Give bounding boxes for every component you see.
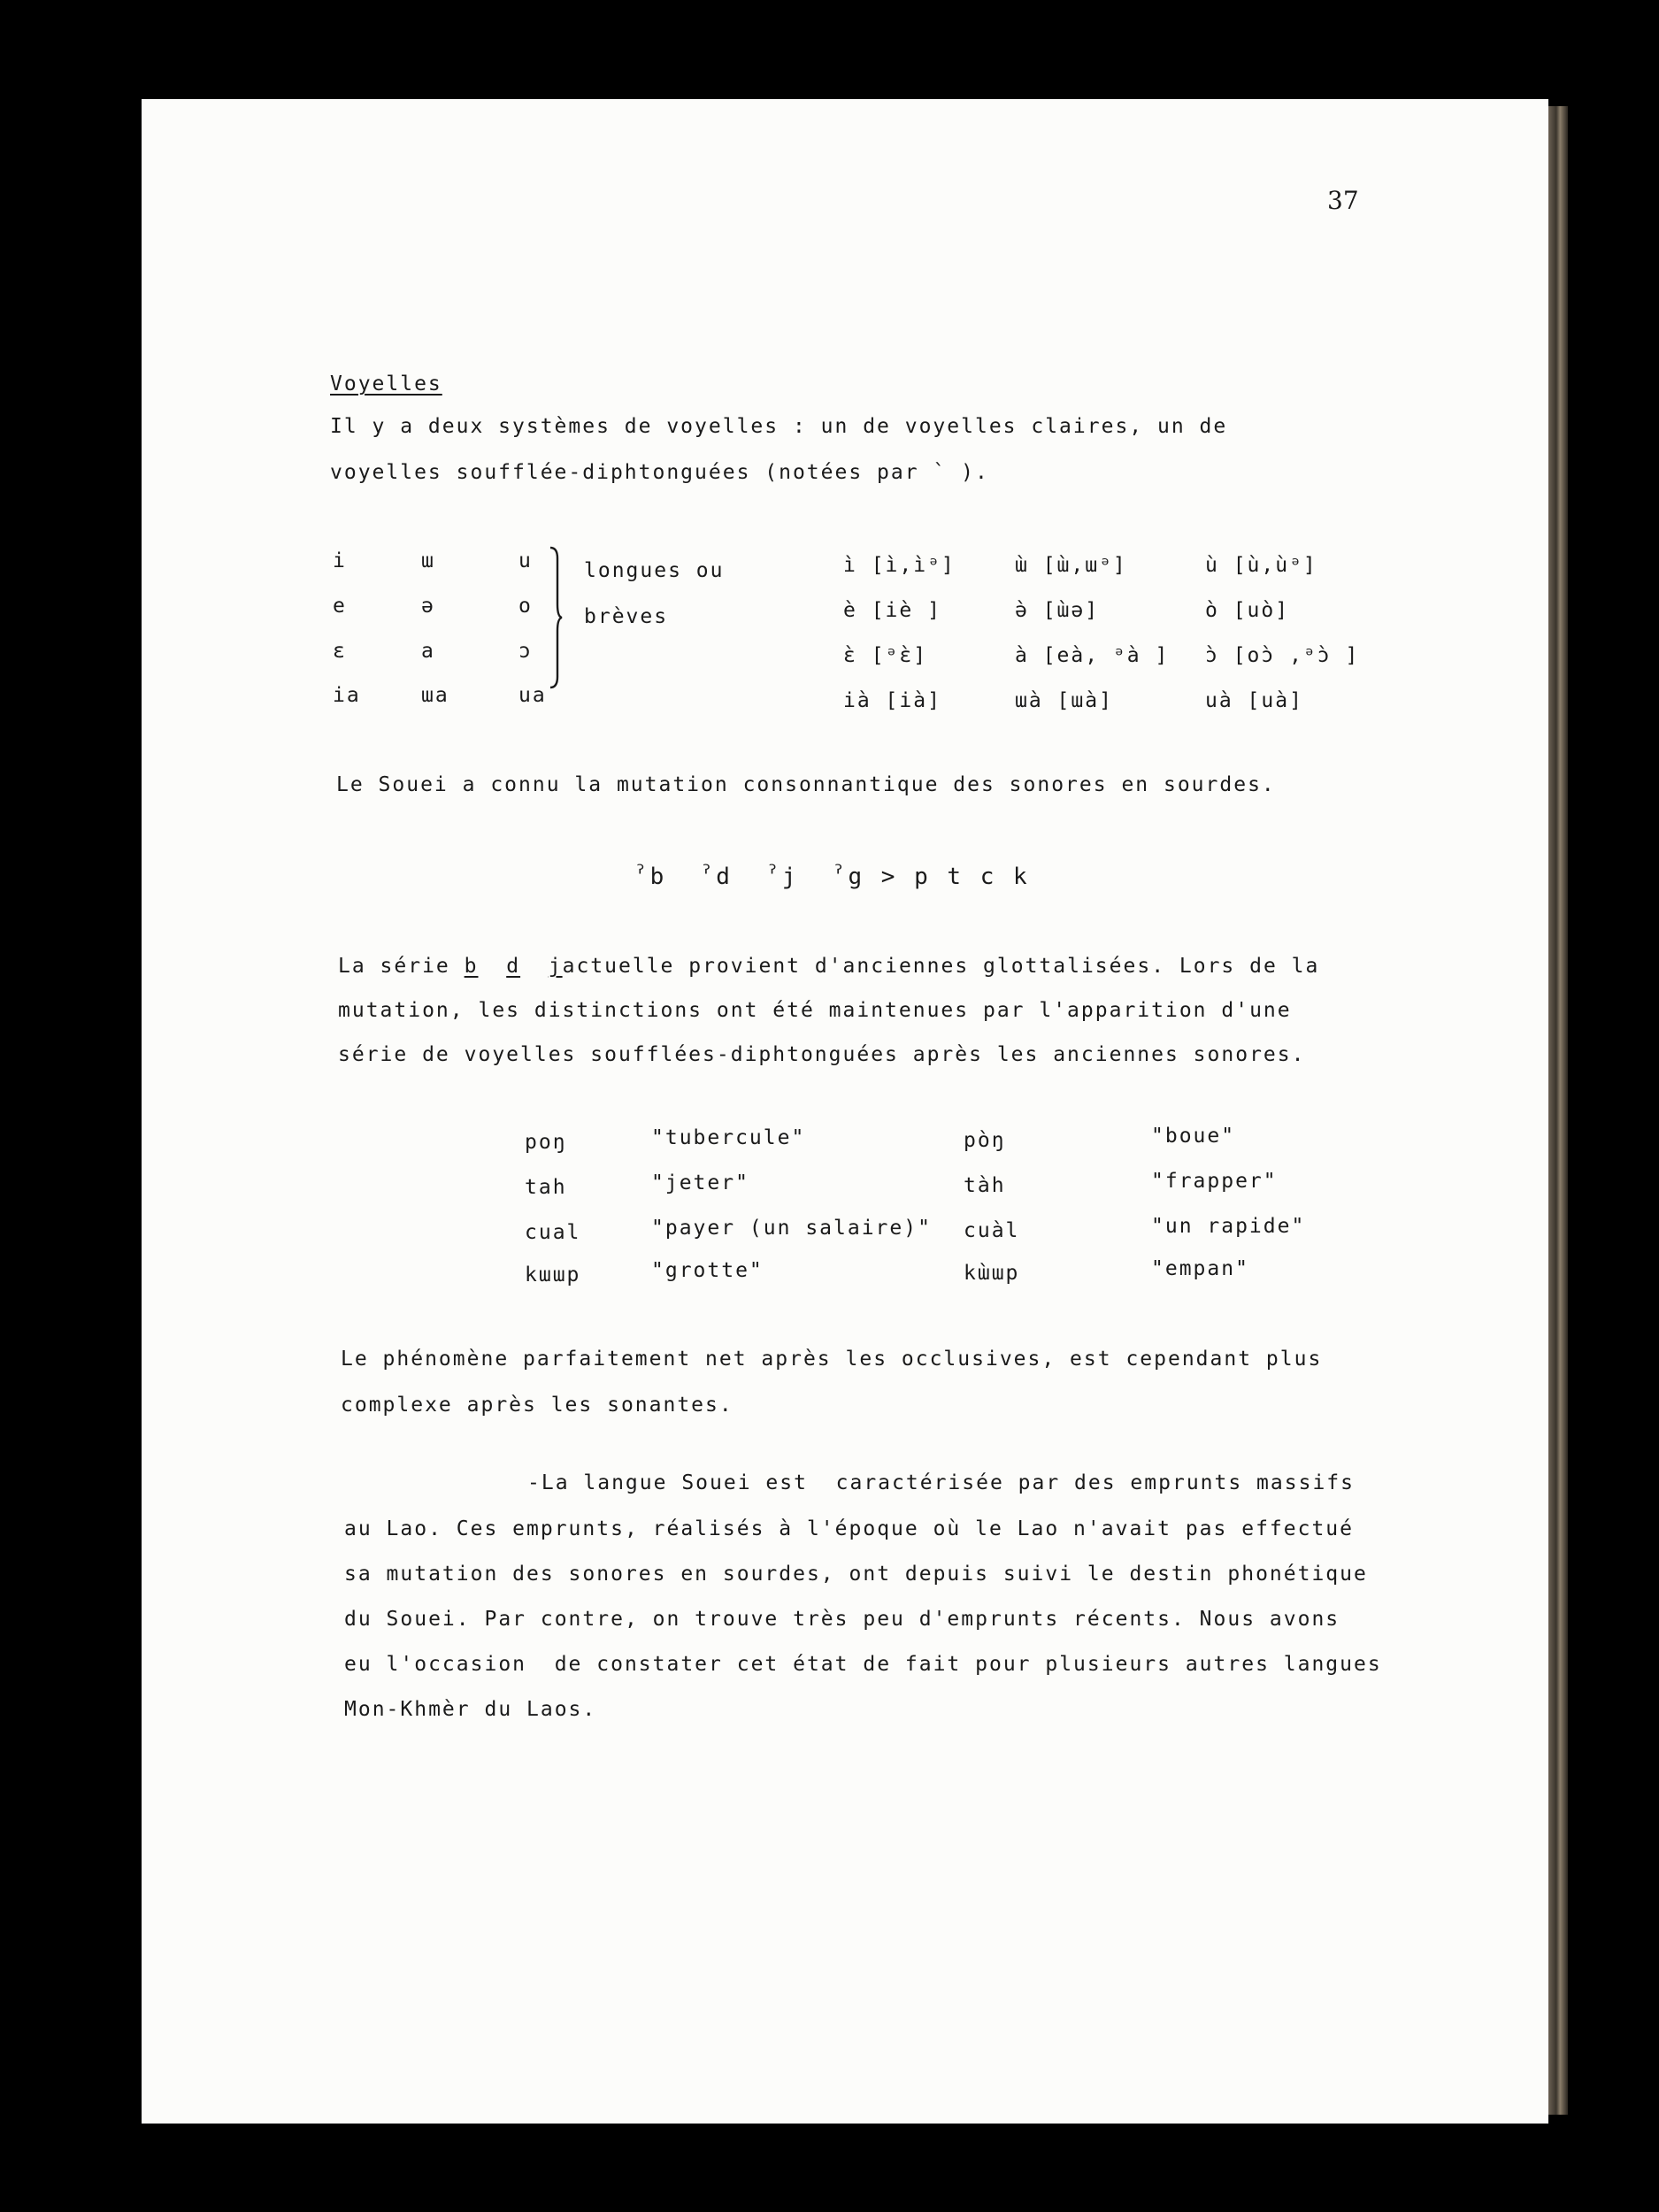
underlined-j: j [548, 955, 563, 978]
breathy-vowel: è [iè ] [843, 599, 941, 622]
vowel-cell: e [333, 595, 347, 618]
para2-start: La série [338, 955, 465, 978]
para3-line-1: Le phénomène parfaitement net après les occlusives, est cependant plus [341, 1348, 1323, 1371]
para4-line-6: Mon-Khmèr du Laos. [344, 1698, 597, 1721]
breathy-vowel: ì [ì,ìᵊ] [843, 554, 956, 577]
underlined-d: d [506, 955, 521, 978]
example-word: cual [525, 1221, 581, 1244]
page-number: 37 [1327, 186, 1359, 215]
example-gloss: "tubercule" [651, 1126, 806, 1149]
example-gloss: "payer (un salaire)" [651, 1217, 932, 1240]
para3-line-2: complexe après les sonantes. [341, 1394, 733, 1417]
section-heading: Voyelles [330, 373, 442, 396]
para2-line-3: série de voyelles soufflées-diphtonguées après les anciennes sonores. [338, 1043, 1306, 1066]
para2-line-1 [338, 956, 1319, 977]
example-word: cuàl [964, 1219, 1020, 1242]
book-page-edges [1548, 106, 1568, 2115]
vowel-cell: ɔ [518, 640, 533, 663]
example-word: tah [525, 1176, 567, 1199]
breathy-vowel: ɯ̀ [ɯ̀,ɯᵊ] [1015, 554, 1127, 577]
para2-rest: actuelle provient d'anciennes glottalisées. Lors de la [562, 955, 1320, 978]
intro-line-1: Il y a deux systèmes de voyelles : un de voyelles claires, un de [330, 415, 1228, 438]
label-short: brèves [584, 605, 669, 628]
label-long: longues ou [584, 559, 725, 582]
curly-brace-icon [549, 546, 563, 689]
example-gloss: "boue" [1151, 1125, 1236, 1148]
vowel-cell: ɛ [333, 640, 347, 663]
example-word: pòŋ [964, 1129, 1006, 1152]
vowel-cell: ə [421, 595, 435, 618]
example-gloss: "jeter" [651, 1171, 749, 1194]
example-gloss: "un rapide" [1151, 1215, 1306, 1238]
para2-line-2: mutation, les distinctions ont été maintenues par l'apparition d'une [338, 999, 1292, 1022]
vowel-cell: ɯa [421, 684, 449, 707]
breathy-vowel: ù [ù,ùᵊ] [1205, 554, 1317, 577]
breathy-vowel: ɯà [ɯà] [1015, 689, 1113, 712]
mutation-sentence: Le Souei a connu la mutation consonnantique des sonores en sourdes. [336, 773, 1276, 796]
breathy-vowel: ɛ̀ [ᵊɛ̀] [843, 644, 928, 667]
example-word: kɯɯp [525, 1263, 581, 1286]
example-gloss: "empan" [1151, 1257, 1249, 1280]
document-page [142, 99, 1548, 2124]
underlined-b: b [464, 955, 479, 978]
example-gloss: "grotte" [651, 1259, 764, 1282]
intro-line-2: voyelles soufflée-diphtonguées (notées par ` ). [330, 461, 989, 484]
mutation-formula: ˀb ˀd ˀj ˀg > p t c k [634, 864, 1030, 890]
vowel-cell: i [333, 549, 347, 572]
vowel-cell: ɯ [421, 549, 435, 572]
breathy-vowel: uà [uà] [1205, 689, 1303, 712]
example-word: poŋ [525, 1131, 567, 1154]
example-gloss: "frapper" [1151, 1170, 1278, 1193]
para4-line-2: au Lao. Ces emprunts, réalisés à l'époque où le Lao n'avait pas effectué [344, 1517, 1354, 1540]
para4-line-5: eu l'occasion de constater cet état de fait pour plusieurs autres langues [344, 1653, 1382, 1676]
breathy-vowel: ò [uò] [1205, 599, 1290, 622]
breathy-vowel: ià [ià] [843, 689, 941, 712]
vowel-cell: u [518, 549, 533, 572]
example-word: tàh [964, 1174, 1006, 1197]
para4-line-4: du Souei. Par contre, on trouve très peu d'emprunts récents. Nous avons [344, 1608, 1340, 1631]
example-word: kɯ̀ɯp [964, 1262, 1020, 1285]
vowel-cell: a [421, 640, 435, 663]
vowel-cell: ua [518, 684, 547, 707]
breathy-vowel: ə̀ [ɯ̀ə] [1015, 599, 1100, 622]
para4-line-1: -La langue Souei est caractérisée par des emprunts massifs [527, 1471, 1355, 1494]
breathy-vowel: ɔ̀ [oɔ̀ ,ᵊɔ̀ ] [1205, 644, 1360, 667]
breathy-vowel: à [eà, ᵊà ] [1015, 644, 1170, 667]
para4-line-3: sa mutation des sonores en sourdes, ont depuis suivi le destin phonétique [344, 1563, 1368, 1586]
vowel-cell: ia [333, 684, 361, 707]
vowel-cell: o [518, 595, 533, 618]
